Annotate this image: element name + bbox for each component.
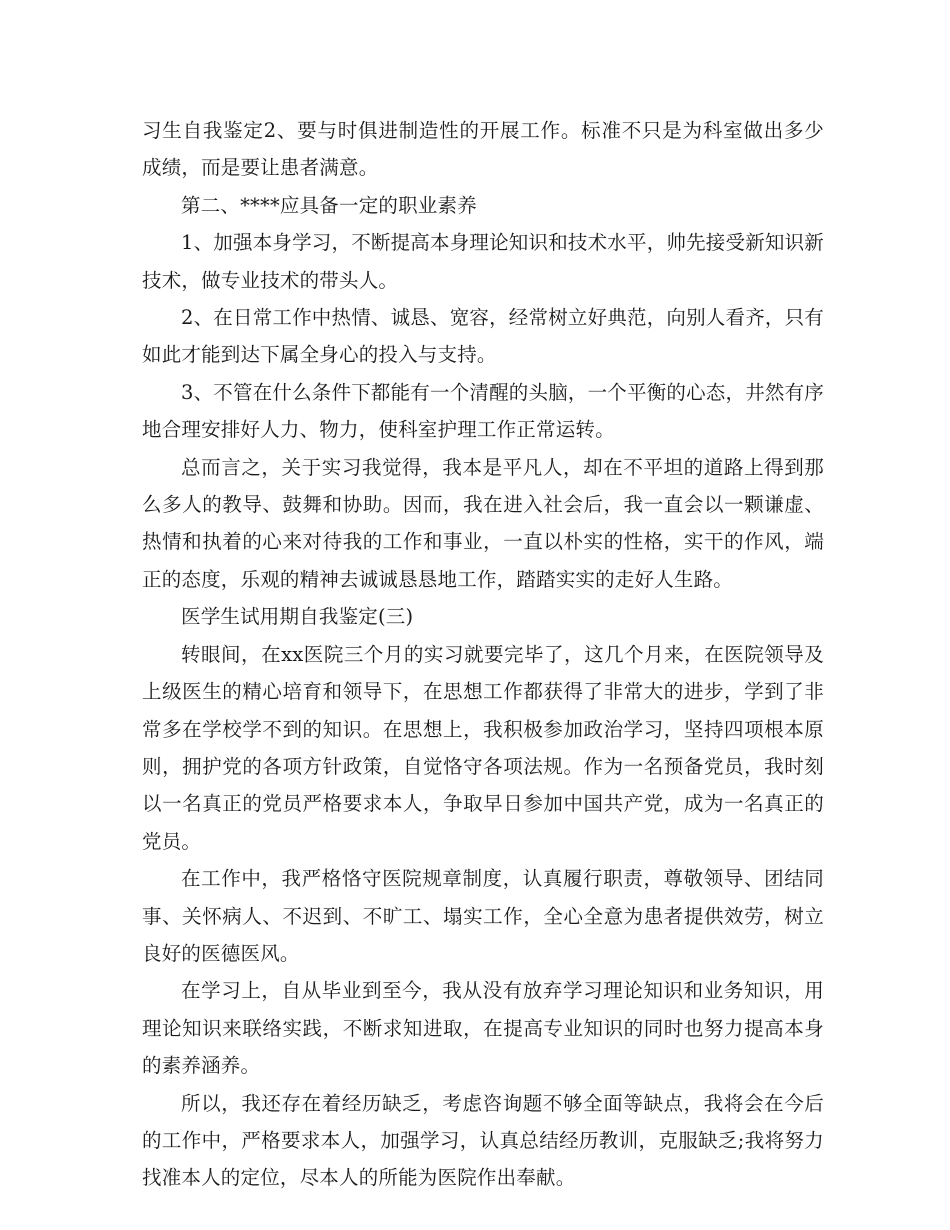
section-heading-professional-quality: 第二、****应具备一定的职业素养: [181, 193, 477, 217]
paragraph-study: 在学习上，自从毕业到至今，我从没有放弃学习理论知识和业务知识，用理论知识来联络实践，不断求知进取，在提高专业知识的同时也努力提高本身的素养涵养。: [142, 979, 824, 1078]
paragraph-continuation: 习生自我鉴定2、要与时俱进制造性的开展工作。标准不只是为科室做出多少成绩，而是要让患者满意。: [142, 119, 824, 180]
paragraph-item-3: 3、不管在什么条件下都能有一个清醒的头脑，一个平衡的心态，井然有序地合理安排好人力、物力，使科室护理工作正常运转。: [142, 380, 825, 442]
document-page: [142, 112, 824, 1197]
paragraph-internship-summary: 转眼间，在xx医院三个月的实习就要完毕了，这几个月来，在医院领导及上级医生的精心培育和领导下，在思想工作都获得了非常大的进步，学到了非常多在学校学不到的知识。在思想上，我积极参加政治学习，坚持四项根本原则，拥护党的各项方针政策，自觉恪守各项法规。作为一名预备党员，我时刻以一名真正的党员严格要求本人，争取早日参加中国共产党，成为一名真正的党员。: [142, 642, 824, 853]
paragraph-item-1: 1、加强本身学习，不断提高本身理论知识和技术水平，帅先接受新知识新技术，做专业技术的带头人。: [142, 231, 825, 292]
paragraph-item-2: 2、在日常工作中热情、诚恳、宽容，经常树立好典范，向别人看齐，只有如此才能到达下属全身心的投入与支持。: [142, 306, 825, 367]
paragraph-shortcomings: 所以，我还存在着经历缺乏，考虑咨询题不够全面等缺点，我将会在今后的工作中，严格要求本人，加强学习，认真总结经历教训，克服缺乏;我将努力找准本人的定位，尽本人的所能为医院作出奉献。: [142, 1091, 824, 1190]
paragraph-conclusion: 总而言之，关于实习我觉得，我本是平凡人，却在不平坦的道路上得到那么多人的教导、鼓舞和协助。因而，我在进入社会后，我一直会以一颗谦虚、热情和执着的心来对待我的工作和事业，一直以朴实的性格，实干的作风，端正的态度，乐观的精神去诚诚恳恳地工作，踏踏实实的走好人生路。: [142, 455, 824, 591]
paragraph-work: 在工作中，我严格恪守医院规章制度，认真履行职责，尊敬领导、团结同事、关怀病人、不迟到、不旷工、塌实工作，全心全意为患者提供效劳，树立良好的医德医风。: [142, 867, 824, 965]
section-heading-self-assessment-3: 医学生试用期自我鉴定(三): [181, 605, 414, 629]
